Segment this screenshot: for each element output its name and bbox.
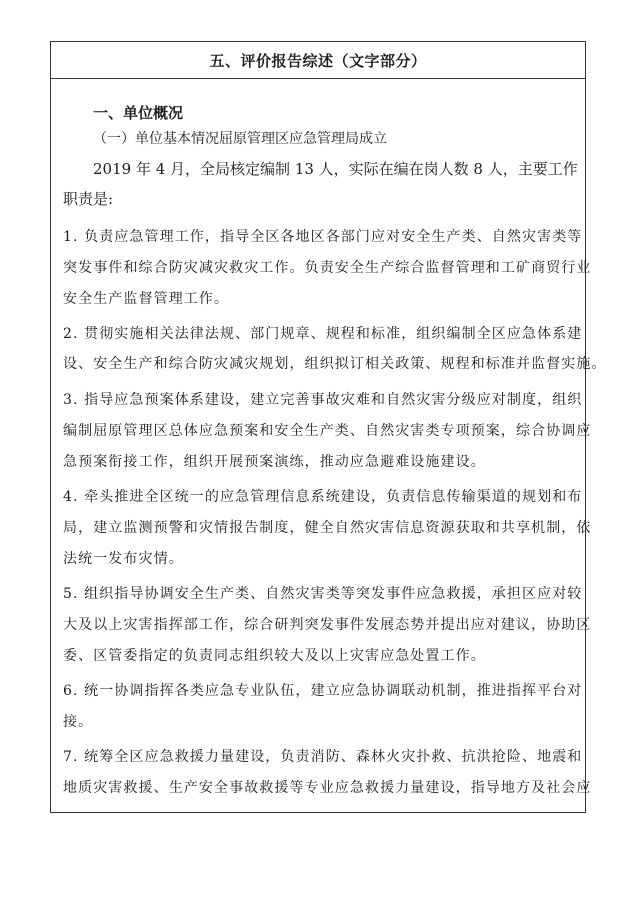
item-5-line: 5. 组织指导协调安全生产类、自然灾害类等突发事件应急救援，承担区应对较: [63, 586, 583, 602]
item-4-line: 4. 牵头推进全区统一的应急管理信息系统建设，负责信息传输渠道的规划和布: [63, 489, 583, 505]
item-5-line: 委、区管委指定的负责同志组织较大及以上灾害应急处置工作。: [63, 648, 486, 664]
item-4-line: 局，建立监测预警和灾情报告制度，健全自然灾害信息资源获取和共享机制，依: [63, 520, 592, 536]
item-2-line: 2. 贯彻实施相关法律法规、部门规章、规程和标准，组织编制全区应急体系建: [63, 326, 583, 342]
item-1-line: 安全生产监督管理工作。: [63, 291, 230, 307]
item-2-line: 设、安全生产和综合防灾减灾规划，组织拟订相关政策、规程和标准并监督实施。: [63, 356, 607, 372]
item-1-line: 1. 负责应急管理工作，指导全区各地区各部门应对安全生产类、自然灾害类等: [63, 229, 583, 245]
report-table: [50, 41, 607, 813]
item-3-line: 急预案衔接工作，组织开展预案演练，推动应急避难设施建设。: [63, 454, 486, 470]
item-3-line: 编制屈原管理区总体应急预案和安全生产类、自然灾害类专项预案，综合协调应: [63, 423, 592, 439]
intro-line: 职责是:: [63, 190, 114, 208]
section-heading: 一、单位概况: [93, 104, 184, 122]
intro-line: 2019 年 4 月，全局核定编制 13 人，实际在编在岗人数 8 人，主要工作: [93, 160, 578, 178]
subsection-heading: （一）单位基本情况屈原管理区应急管理局成立: [93, 131, 387, 147]
item-4-line: 法统一发布灾情。: [63, 551, 184, 567]
item-3-line: 3. 指导应急预案体系建设，建立完善事故灾难和自然灾害分级应对制度，组织: [63, 392, 583, 408]
item-7-line: 7. 统筹全区应急救援力量建设，负责消防、森林火灾扑救、抗洪抢险、地震和: [63, 749, 583, 765]
item-7-line: 地质灾害救援、生产安全事故救援等专业应急救援力量建设，指导地方及社会应: [63, 780, 592, 796]
item-5-line: 大及以上灾害指挥部工作，综合研判突发事件发展态势并提出应对建议，协助区: [63, 617, 592, 633]
report-title: 五、评价报告综述（文字部分）: [209, 52, 427, 70]
item-1-line: 突发事件和综合防灾减灾救灾工作。负责安全生产综合监督管理和工矿商贸行业: [63, 260, 592, 276]
content-cell: [51, 78, 607, 812]
item-6-line: 接。: [63, 714, 94, 730]
title-row: [51, 42, 585, 79]
item-6-line: 6. 统一协调指挥各类应急专业队伍，建立应急协调联动机制，推进指挥平台对: [63, 683, 583, 699]
